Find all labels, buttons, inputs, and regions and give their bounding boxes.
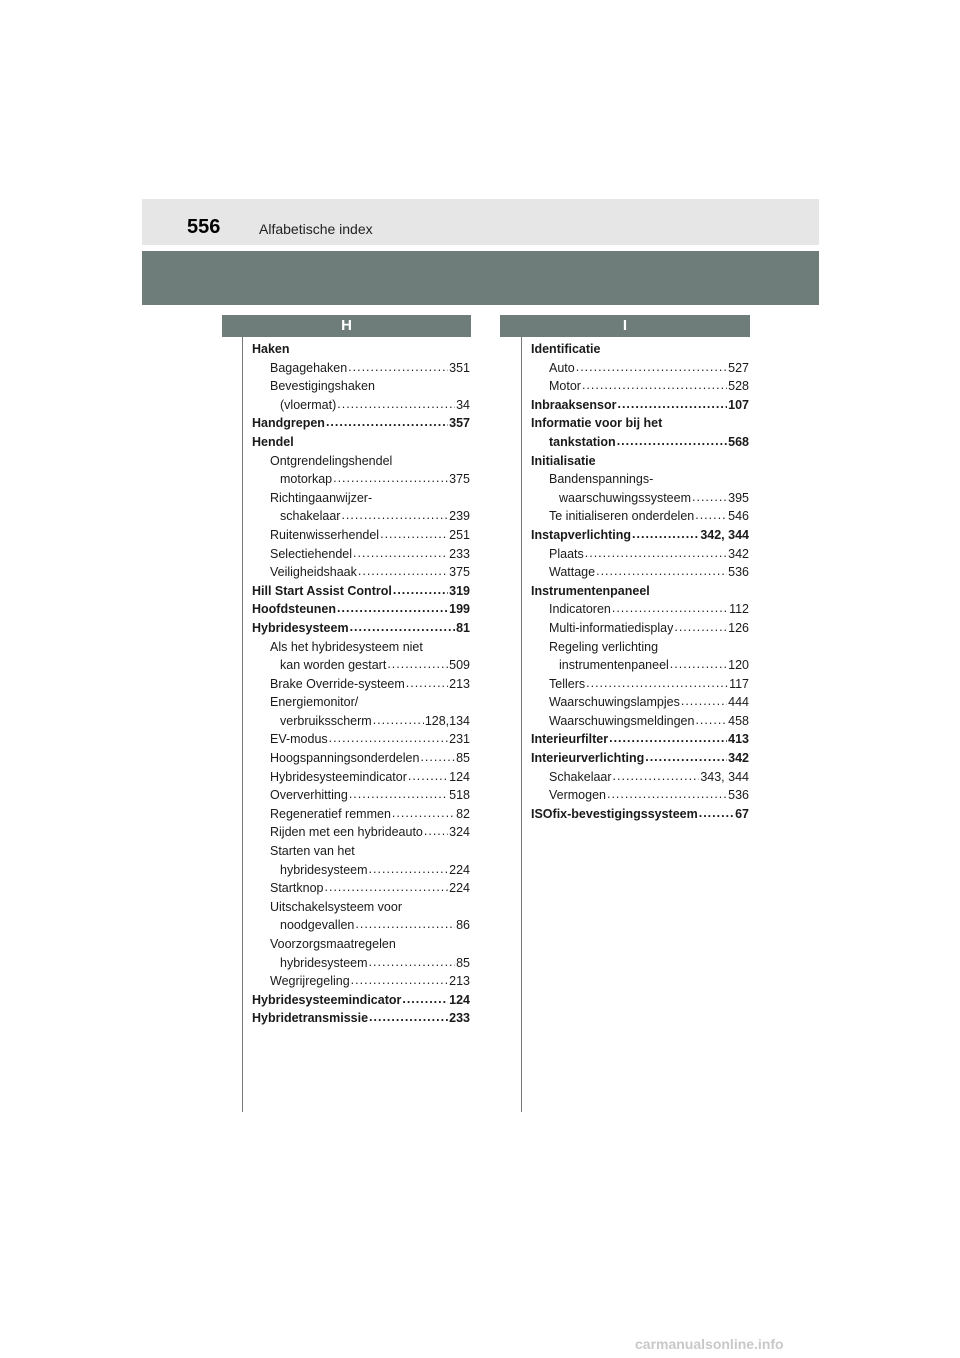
index-page-ref: 528 xyxy=(728,379,749,394)
index-entry xyxy=(531,768,749,787)
index-term: Oververhitting xyxy=(270,788,348,803)
index-entry xyxy=(252,786,470,805)
index-page-ref: 444 xyxy=(728,695,749,710)
index-column-h xyxy=(252,340,470,1028)
index-page-ref: 233 xyxy=(449,546,470,561)
index-entry xyxy=(531,656,749,675)
leader-dots xyxy=(337,599,448,618)
leader-dots xyxy=(408,767,448,786)
index-term: Hybridesysteemindicator xyxy=(270,769,407,784)
index-term: Inbraaksensor xyxy=(531,397,617,412)
index-term: Waarschuwingslampjes xyxy=(549,695,680,710)
index-term: motorkap xyxy=(280,472,333,487)
index-term: Selectiehendel xyxy=(270,546,353,561)
index-term: Hill Start Assist Control xyxy=(252,583,392,598)
index-entry xyxy=(531,712,749,731)
index-term: Instrumentenpaneel xyxy=(531,583,650,598)
index-entry xyxy=(252,414,470,433)
index-page-ref: 509 xyxy=(449,658,470,673)
index-term: Wegrijregeling xyxy=(270,974,350,989)
index-entry xyxy=(252,1009,470,1028)
leader-dots xyxy=(674,618,727,637)
index-page-ref: 527 xyxy=(728,360,749,375)
leader-dots xyxy=(681,692,727,711)
leader-dots xyxy=(424,822,448,841)
index-entry xyxy=(531,359,749,378)
index-page-ref: 126 xyxy=(728,620,749,635)
index-term: Interieurfilter xyxy=(531,732,609,747)
index-page-ref: 324 xyxy=(449,825,470,840)
index-term: verbruiksscherm xyxy=(280,713,372,728)
index-term: Multi-informatiedisplay xyxy=(549,620,674,635)
watermark: carmanualsonline.info xyxy=(635,1336,784,1352)
index-term: Waarschuwingsmeldingen xyxy=(549,713,695,728)
header-band xyxy=(142,251,819,305)
leader-dots xyxy=(373,711,424,730)
index-term: waarschuwingssysteem xyxy=(559,490,691,505)
letter-tab-h: H xyxy=(222,315,471,337)
index-term: Als het hybridesysteem niet xyxy=(270,639,423,654)
index-entry xyxy=(252,730,470,749)
index-term: Hybridetransmissie xyxy=(252,1011,369,1026)
leader-dots xyxy=(341,506,448,525)
index-page-ref: 199 xyxy=(449,602,470,617)
leader-dots xyxy=(586,674,728,693)
index-entry xyxy=(252,972,470,991)
index-page-ref: 319 xyxy=(449,583,470,598)
index-term: Bagagehaken xyxy=(270,360,348,375)
index-entry xyxy=(252,861,470,880)
leader-dots xyxy=(617,395,727,414)
index-term: Startknop xyxy=(270,881,324,896)
index-entry xyxy=(252,600,470,619)
index-term: Vermogen xyxy=(549,788,606,803)
leader-dots xyxy=(613,767,700,786)
index-page-ref: 224 xyxy=(449,881,470,896)
index-entry xyxy=(252,489,470,508)
leader-dots xyxy=(699,804,734,823)
index-entry xyxy=(252,452,470,471)
leader-dots xyxy=(402,990,448,1009)
leader-dots xyxy=(358,562,448,581)
index-entry xyxy=(252,433,470,452)
index-entry xyxy=(531,433,749,452)
index-entry xyxy=(531,470,749,489)
index-entry xyxy=(531,545,749,564)
index-term: instrumentenpaneel xyxy=(559,658,669,673)
index-page-ref: 375 xyxy=(449,472,470,487)
leader-dots xyxy=(337,395,455,414)
index-entry xyxy=(531,507,749,526)
index-page-ref: 458 xyxy=(728,713,749,728)
index-term: hybridesysteem xyxy=(280,955,368,970)
index-entry xyxy=(252,396,470,415)
index-entry xyxy=(531,489,749,508)
index-term: schakelaar xyxy=(280,509,341,524)
leader-dots xyxy=(692,488,727,507)
leader-dots xyxy=(325,878,449,897)
section-title: Alfabetische index xyxy=(259,221,373,237)
leader-dots xyxy=(326,413,448,432)
index-term: Hybridesysteem xyxy=(252,620,349,635)
index-page-ref: 351 xyxy=(449,360,470,375)
index-term: Indicatoren xyxy=(549,602,611,617)
leader-dots xyxy=(582,376,727,395)
index-term: Interieurverlichting xyxy=(531,751,645,766)
leader-dots xyxy=(369,860,449,879)
column-rule-right xyxy=(521,337,522,1112)
index-page-ref: 107 xyxy=(728,397,749,412)
index-page-ref: 124 xyxy=(449,992,470,1007)
index-entry xyxy=(252,563,470,582)
index-term: Te initialiseren onderdelen xyxy=(549,509,695,524)
index-page-ref: 213 xyxy=(449,676,470,691)
index-term: Informatie voor bij het xyxy=(531,416,663,431)
index-entry xyxy=(252,675,470,694)
index-term: Initialisatie xyxy=(531,453,596,468)
index-entry xyxy=(531,749,749,768)
index-term: tankstation xyxy=(549,434,616,449)
index-page-ref: 124 xyxy=(449,769,470,784)
index-term: Brake Override-systeem xyxy=(270,676,405,691)
index-term: Wattage xyxy=(549,565,596,580)
index-entry xyxy=(531,563,749,582)
index-entry xyxy=(531,638,749,657)
index-page-ref: 81 xyxy=(456,620,470,635)
index-page-ref: 536 xyxy=(728,565,749,580)
index-entry xyxy=(531,675,749,694)
leader-dots xyxy=(670,655,727,674)
leader-dots xyxy=(612,599,728,618)
index-page-ref: 86 xyxy=(456,918,470,933)
page-header-bar xyxy=(142,199,819,245)
index-term: Rijden met een hybrideauto xyxy=(270,825,423,840)
index-entry xyxy=(252,898,470,917)
index-page-ref: 357 xyxy=(449,416,470,431)
column-rule-left xyxy=(242,337,243,1112)
index-term: hybridesysteem xyxy=(280,862,368,877)
leader-dots xyxy=(369,953,456,972)
index-term: ISOfix-bevestigingssysteem xyxy=(531,806,698,821)
leader-dots xyxy=(420,748,455,767)
index-page-ref: 213 xyxy=(449,974,470,989)
index-entry xyxy=(252,526,470,545)
index-term: Veiligheidshaak xyxy=(270,565,357,580)
index-term: Energiemonitor/ xyxy=(270,695,359,710)
index-entry xyxy=(252,935,470,954)
leader-dots xyxy=(617,432,727,451)
index-term: Hybridesysteemindicator xyxy=(252,992,402,1007)
index-term: EV-modus xyxy=(270,732,328,747)
index-term: Auto xyxy=(549,360,575,375)
index-term: Richtingaanwijzer- xyxy=(270,490,373,505)
index-page-ref: 85 xyxy=(456,751,470,766)
leader-dots xyxy=(387,655,448,674)
index-term: Instapverlichting xyxy=(531,527,632,542)
index-term: Identificatie xyxy=(531,342,601,356)
index-term: Handgrepen xyxy=(252,416,325,431)
index-page-ref: 120 xyxy=(728,658,749,673)
index-entry xyxy=(252,638,470,657)
leader-dots xyxy=(392,804,455,823)
index-entry xyxy=(531,805,749,824)
index-page-ref: 568 xyxy=(728,434,749,449)
index-entry xyxy=(531,526,749,545)
leader-dots xyxy=(380,525,448,544)
index-page-ref: 536 xyxy=(728,788,749,803)
index-entry xyxy=(252,749,470,768)
index-page-ref: 251 xyxy=(449,527,470,542)
leader-dots xyxy=(695,711,727,730)
index-page-ref: 67 xyxy=(735,806,749,821)
leader-dots xyxy=(353,544,448,563)
leader-dots xyxy=(333,469,448,488)
index-page-ref: 231 xyxy=(449,732,470,747)
index-term: Hoofdsteunen xyxy=(252,602,337,617)
index-entry xyxy=(531,340,749,359)
index-entry xyxy=(252,916,470,935)
index-entry xyxy=(531,619,749,638)
index-term: Voorzorgsmaatregelen xyxy=(270,937,396,951)
index-term: Schakelaar xyxy=(549,769,612,784)
index-entry xyxy=(252,377,470,396)
index-term: Plaats xyxy=(549,546,584,561)
index-page-ref: 342 xyxy=(728,546,749,561)
index-term: noodgevallen xyxy=(280,918,355,933)
index-entry xyxy=(252,340,470,359)
leader-dots xyxy=(596,562,727,581)
index-entry xyxy=(531,600,749,619)
index-term: Starten van het xyxy=(270,844,355,859)
index-term: Ontgrendelingshendel xyxy=(270,453,393,468)
index-entry xyxy=(252,507,470,526)
index-entry xyxy=(531,452,749,471)
index-entry xyxy=(252,712,470,731)
index-entry xyxy=(252,842,470,861)
index-term: Tellers xyxy=(549,676,586,691)
index-page-ref: 395 xyxy=(728,490,749,505)
leader-dots xyxy=(348,358,448,377)
index-term: Haken xyxy=(252,342,290,356)
letter-tab-i: I xyxy=(500,315,750,337)
index-page-ref: 82 xyxy=(456,806,470,821)
leader-dots xyxy=(576,358,727,377)
index-entry xyxy=(252,805,470,824)
leader-dots xyxy=(351,971,448,990)
index-entry xyxy=(252,359,470,378)
index-page-ref: 343, 344 xyxy=(700,769,749,784)
leader-dots xyxy=(350,618,456,637)
index-entry xyxy=(252,768,470,787)
leader-dots xyxy=(585,544,727,563)
index-term: Motor xyxy=(549,379,581,394)
index-term: kan worden gestart xyxy=(280,658,387,673)
index-entry xyxy=(252,470,470,489)
index-page-ref: 375 xyxy=(449,565,470,580)
index-term: Regeneratief remmen xyxy=(270,806,391,821)
index-page-ref: 34 xyxy=(456,397,470,412)
index-term: Regeling verlichting xyxy=(549,639,659,654)
index-term: Hoogspanningsonderdelen xyxy=(270,751,420,766)
index-page-ref: 85 xyxy=(456,955,470,970)
leader-dots xyxy=(632,525,699,544)
index-entry xyxy=(531,377,749,396)
index-column-i xyxy=(531,340,749,823)
page-number: 556 xyxy=(187,216,221,238)
index-entry xyxy=(531,786,749,805)
index-entry xyxy=(531,396,749,415)
leader-dots xyxy=(349,785,448,804)
index-entry xyxy=(252,991,470,1010)
leader-dots xyxy=(609,729,727,748)
leader-dots xyxy=(393,581,448,600)
index-entry xyxy=(252,619,470,638)
leader-dots xyxy=(355,915,455,934)
index-entry xyxy=(531,693,749,712)
index-term: Bandenspannings- xyxy=(549,472,654,487)
index-entry xyxy=(531,730,749,749)
index-entry xyxy=(531,582,749,601)
index-page-ref: 117 xyxy=(729,676,749,691)
index-page-ref: 233 xyxy=(449,1011,470,1026)
index-entry xyxy=(252,879,470,898)
index-page-ref: 128,134 xyxy=(424,713,470,728)
index-page-ref: 342, 344 xyxy=(700,527,749,542)
leader-dots xyxy=(329,729,448,748)
leader-dots xyxy=(369,1008,448,1027)
index-entry xyxy=(252,545,470,564)
index-page-ref: 239 xyxy=(449,509,470,524)
index-entry xyxy=(252,693,470,712)
index-page-ref: 546 xyxy=(728,509,749,524)
leader-dots xyxy=(645,748,727,767)
index-entry xyxy=(252,582,470,601)
index-entry xyxy=(252,656,470,675)
leader-dots xyxy=(695,506,727,525)
index-term: Bevestigingshaken xyxy=(270,379,375,394)
index-entry xyxy=(252,954,470,973)
index-page-ref: 224 xyxy=(449,862,470,877)
index-entry xyxy=(252,823,470,842)
index-term: (vloermat) xyxy=(280,397,337,412)
index-term: Hendel xyxy=(252,434,294,449)
leader-dots xyxy=(406,674,448,693)
index-term: Ruitenwisserhendel xyxy=(270,527,380,542)
index-page-ref: 518 xyxy=(449,788,470,803)
leader-dots xyxy=(607,785,727,804)
index-term: Uitschakelsysteem voor xyxy=(270,899,402,914)
index-page-ref: 342 xyxy=(728,751,749,766)
index-page-ref: 413 xyxy=(728,732,749,747)
index-page-ref: 112 xyxy=(729,602,749,617)
index-entry xyxy=(531,414,749,433)
